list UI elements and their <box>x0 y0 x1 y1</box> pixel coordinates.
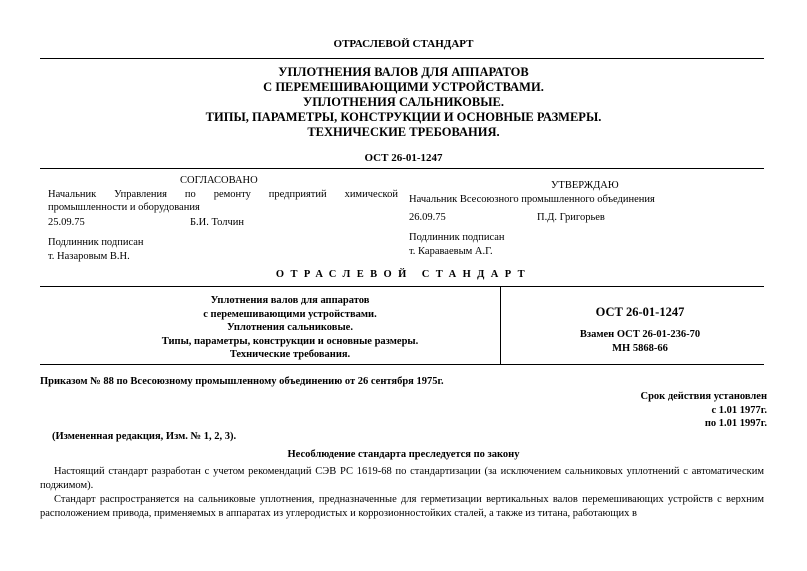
top-standard-label: ОТРАСЛЕВОЙ СТАНДАРТ <box>333 38 474 50</box>
title-line: С ПЕРЕМЕШИВАЮЩИМИ УСТРОЙСТВАМИ. <box>263 80 544 94</box>
title-line: УПЛОТНЕНИЯ САЛЬНИКОВЫЕ. <box>303 95 504 109</box>
title-divider <box>40 168 764 169</box>
standard-title-line: Технические требования. <box>229 349 351 360</box>
agreed-date: 25.09.75 <box>48 217 85 228</box>
standard-title-line: с перемешивающими устройствами. <box>203 308 377 320</box>
paragraph: Стандарт распространяется на сальниковые уплотнения, предназначенные для герметизации вертикальных валов перемешивающих устройств с верхним расположением привода, применяемых в аппаратах из углеродистых и коррозионностойких сталей, а также из титана, работающих в <box>40 494 764 519</box>
standard-block-vertical-divider <box>500 287 501 364</box>
standard-heading: ОТРАСЛЕВОЙ СТАНДАРТ <box>275 269 532 280</box>
revision-note: (Измененная редакция, Изм. № 1, 2, 3). <box>52 431 237 442</box>
agreed-original-line2: т. Назаровым В.Н. <box>48 251 130 262</box>
approved-original-line2: т. Караваевым А.Г. <box>409 246 493 257</box>
body-text <box>40 465 764 520</box>
standard-title-line: Уплотнения сальниковые. <box>227 322 353 333</box>
standard-heading-divider <box>40 286 764 287</box>
standard-block-divider <box>40 364 764 365</box>
agreed-position-line1: Начальник Управления по ремонту предприятий химической <box>48 189 398 200</box>
standard-title-block <box>120 294 460 362</box>
validity-block <box>640 390 767 431</box>
approved-position: Начальник Всесоюзного промышленного объединения <box>409 194 655 205</box>
validity-line: с 1.01 1977г. <box>711 404 767 416</box>
approved-name: П.Д. Григорьев <box>537 212 605 223</box>
paragraph: Настоящий стандарт разработан с учетом рекомендаций СЭВ РС 1619-68 по стандартизации (за исключением сальниковых уплотнений с автоматическим поджимом). <box>40 466 764 491</box>
order-text: Приказом № 88 по Всесоюзному промышленному объединению от 26 сентября 1975г. <box>40 376 444 387</box>
document-title <box>60 65 747 140</box>
legal-notice: Несоблюдение стандарта преследуется по закону <box>287 449 520 460</box>
validity-line: по 1.01 1997г. <box>704 418 767 429</box>
replaces-line: Взамен ОСТ 26-01-236-70 <box>579 329 701 340</box>
title-line: ТИПЫ, ПАРАМЕТРЫ, КОНСТРУКЦИИ И ОСНОВНЫЕ РАЗМЕРЫ. <box>205 110 602 124</box>
title-line: УПЛОТНЕНИЯ ВАЛОВ ДЛЯ АППАРАТОВ <box>278 65 529 79</box>
replaces-block <box>540 328 740 355</box>
agreed-heading: СОГЛАСОВАНО <box>180 175 258 186</box>
approved-date: 26.09.75 <box>409 212 446 223</box>
approved-original-line1: Подлинник подписан <box>409 232 505 243</box>
agreed-original-line1: Подлинник подписан <box>48 237 144 248</box>
replaces-line: МН 5868-66 <box>612 342 668 354</box>
standard-code: ОСТ 26-01-1247 <box>595 305 685 319</box>
validity-line: Срок действия установлен <box>640 391 767 402</box>
standard-title-line: Типы, параметры, конструкции и основные размеры. <box>161 335 419 347</box>
title-line: ТЕХНИЧЕСКИЕ ТРЕБОВАНИЯ. <box>307 125 500 139</box>
top-divider <box>40 58 764 59</box>
agreed-name: Б.И. Толчин <box>190 217 244 228</box>
standard-title-line: Уплотнения валов для аппаратов <box>210 295 370 306</box>
agreed-position-line2: промышленности и оборудования <box>48 202 200 213</box>
document-code: ОСТ 26-01-1247 <box>364 152 443 164</box>
approved-heading: УТВЕРЖДАЮ <box>551 180 619 191</box>
